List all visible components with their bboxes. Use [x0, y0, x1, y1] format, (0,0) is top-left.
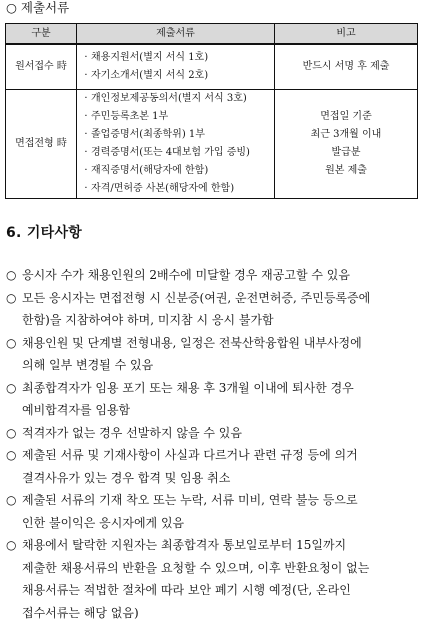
item-line: 제출된 서류 및 기재사항이 사실과 다르거나 관련 규정 등에 의거: [22, 444, 420, 467]
item-line: 인한 불이익은 응시자에게 있음: [22, 512, 420, 535]
item-line: 예비합격자를 임용함: [22, 399, 420, 422]
note-line: 반드시 서명 후 제출: [275, 58, 417, 76]
item-line: 채용인원 및 단계별 전형내용, 일정은 전북산학융합원 내부사정에: [22, 332, 420, 355]
table-header-row: [6, 24, 418, 45]
row-category: 면접전형 時: [6, 90, 77, 199]
circle-bullet-icon: ○: [6, 377, 16, 400]
list-item: [6, 264, 420, 287]
item-line: 채용서류는 적법한 절차에 따라 보안 폐기 시행 예정(단, 온라인: [22, 579, 420, 602]
row-documents: [77, 44, 275, 90]
item-line: 모든 응시자는 면접전형 시 신분증(여권, 운전면허증, 주민등록증에: [22, 287, 420, 310]
item-line: 결격사유가 있는 경우 합격 및 임용 취소: [22, 467, 420, 490]
circle-bullet-icon: ○: [6, 534, 16, 557]
item-line: 채용에서 탈락한 지원자는 최종합격자 통보일로부터 15일까지: [22, 534, 420, 557]
document-list-item: · 자기소개서(별지 서식 2호): [81, 67, 274, 85]
notes-list: [6, 264, 420, 624]
document-list-item: · 개인정보제공동의서(별지 서식 3호): [81, 90, 274, 108]
circle-bullet-icon: ○: [6, 489, 16, 512]
item-line: 응시자 수가 채용인원의 2배수에 미달할 경우 재공고할 수 있음: [22, 264, 420, 287]
note-line: 최근 3개월 이내: [275, 126, 417, 144]
document-list-item: · 경력증명서(또는 4대보험 가입 증빙): [81, 144, 274, 162]
table-row: [6, 90, 418, 199]
document-list-item: · 자격/면허증 사본(해당자에 한함): [81, 180, 274, 198]
header-category: 구분: [6, 24, 77, 45]
section-title: 6. 기타사항: [6, 222, 82, 242]
document-list-item: · 재직증명서(해당자에 한함): [81, 162, 274, 180]
list-item: [6, 444, 420, 489]
note-line: 원본 제출: [275, 162, 417, 180]
submission-documents-table: [5, 23, 418, 199]
list-item: [6, 287, 420, 332]
row-category: 원서접수 時: [6, 44, 77, 90]
list-item: [6, 377, 420, 422]
table-row: [6, 44, 418, 90]
item-line: 한함)을 지참하여야 하며, 미지참 시 응시 불가함: [22, 309, 420, 332]
document-list-item: · 채용지원서(별지 서식 1호): [81, 49, 274, 67]
circle-bullet-icon: ○: [6, 422, 16, 445]
list-item: [6, 332, 420, 377]
item-line: 접수서류는 해당 없음): [22, 602, 420, 624]
item-line: 의해 일부 변경될 수 있음: [22, 354, 420, 377]
document-list-item: · 주민등록초본 1부: [81, 108, 274, 126]
row-documents: [77, 90, 275, 199]
list-item: [6, 489, 420, 534]
item-line: 최종합격자가 임용 포기 또는 채용 후 3개월 이내에 퇴사한 경우: [22, 377, 420, 400]
row-note: [275, 44, 418, 90]
list-item: [6, 422, 420, 445]
circle-bullet-icon: ○: [6, 264, 16, 287]
header-note: 비고: [275, 24, 418, 45]
note-line: 발급분: [275, 144, 417, 162]
circle-bullet-icon: ○: [6, 332, 16, 355]
item-line: 제출된 서류의 기재 착오 또는 누락, 서류 미비, 연락 불능 등으로: [22, 489, 420, 512]
list-item: [6, 534, 420, 624]
note-line: 면접일 기준: [275, 108, 417, 126]
header-documents: 제출서류: [77, 24, 275, 45]
submission-documents-heading: ○ 제출서류: [6, 0, 69, 16]
item-line: 적격자가 없는 경우 선발하지 않을 수 있음: [22, 422, 420, 445]
document-list-item: · 졸업증명서(최종학위) 1부: [81, 126, 274, 144]
circle-bullet-icon: ○: [6, 287, 16, 310]
row-note: [275, 90, 418, 199]
circle-bullet-icon: ○: [6, 444, 16, 467]
item-line: 제출한 채용서류의 반환을 요청할 수 있으며, 이후 반환요청이 없는: [22, 557, 420, 580]
